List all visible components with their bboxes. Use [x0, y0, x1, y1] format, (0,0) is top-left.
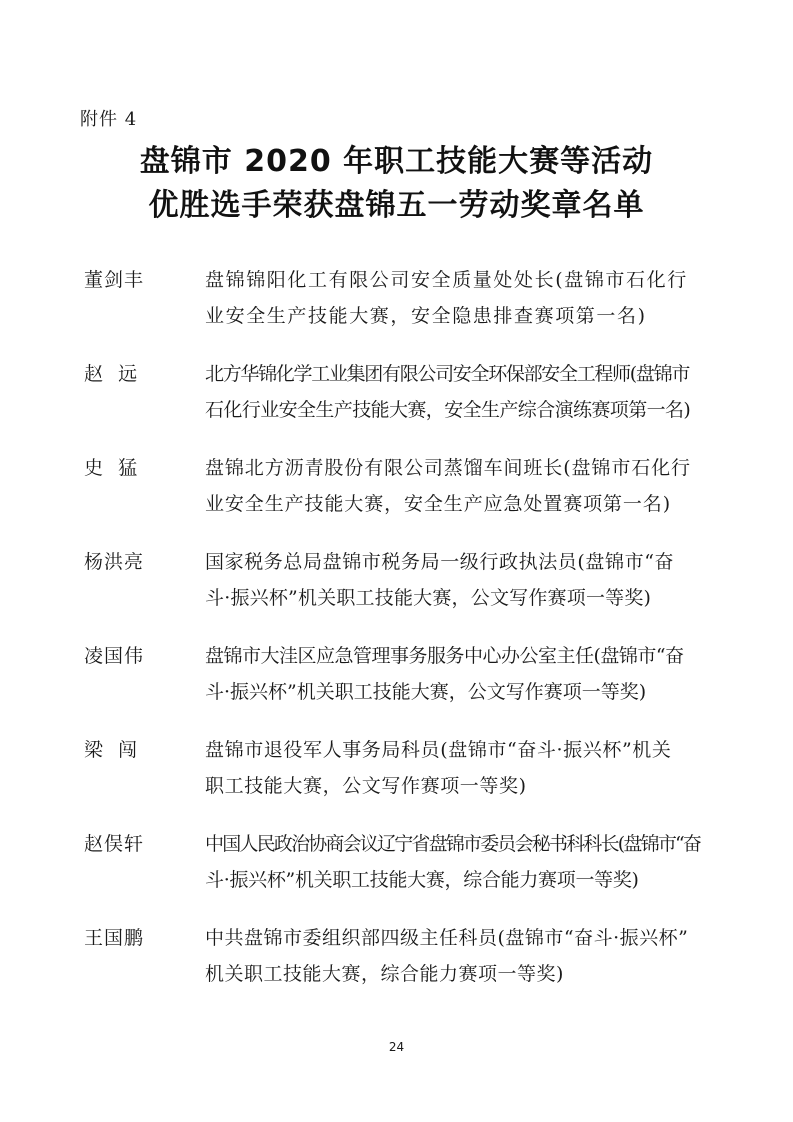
awardee-description	[205, 732, 735, 804]
award-entry	[0, 544, 793, 638]
description-line: 斗·振兴杯”机关职工技能大赛，公文写作赛项一等奖)	[205, 587, 652, 609]
award-entry	[0, 732, 793, 826]
description-line: 盘锦市退役军人事务局科员(盘锦市“奋斗·振兴杯”机关	[205, 739, 672, 761]
page-number: 24	[388, 1040, 405, 1054]
awardee-name: 赵 远	[84, 363, 139, 385]
awardee-name: 梁 闯	[84, 739, 139, 761]
document-title	[0, 140, 793, 228]
awardee-name: 赵俣轩	[84, 833, 145, 855]
awardee-description	[205, 826, 735, 898]
awardee-description	[205, 356, 735, 428]
description-line: 国家税务总局盘锦市税务局一级行政执法员(盘锦市“奋	[205, 551, 675, 573]
awardee-description	[205, 544, 735, 616]
awardee-description	[205, 450, 735, 522]
description-line: 职工技能大赛，公文写作赛项一等奖)	[205, 775, 527, 797]
awardee-name: 杨洪亮	[84, 551, 145, 573]
awardee-description	[205, 262, 735, 334]
description-line: 中共盘锦市委组织部四级主任科员(盘锦市“奋斗·振兴杯”	[205, 927, 689, 949]
award-list	[0, 262, 793, 1014]
award-entry	[0, 638, 793, 732]
description-line: 中国人民政治协商会议辽宁省盘锦市委员会秘书科科长(盘锦市“奋	[205, 833, 701, 855]
description-line: 业安全生产技能大赛，安全生产应急处置赛项第一名)	[205, 493, 672, 515]
award-entry	[0, 920, 793, 1014]
awardee-name: 史 猛	[84, 457, 139, 479]
awardee-name: 王国鹏	[84, 927, 145, 949]
attachment-label: 附件 4	[80, 109, 138, 130]
award-entry	[0, 262, 793, 356]
description-line: 斗·振兴杯”机关职工技能大赛，公文写作赛项一等奖)	[205, 681, 647, 703]
description-line: 斗·振兴杯”机关职工技能大赛，综合能力赛项一等奖)	[205, 869, 639, 891]
award-entry	[0, 356, 793, 450]
description-line: 盘锦北方沥青股份有限公司蒸馏车间班长(盘锦市石化行	[205, 457, 691, 479]
awardee-description	[205, 920, 735, 992]
awardee-name: 董剑丰	[84, 269, 145, 291]
award-entry	[0, 826, 793, 920]
description-line: 业安全生产技能大赛，安全隐患排查赛项第一名)	[205, 305, 647, 327]
description-line: 北方华锦化学工业集团有限公司安全环保部安全工程师(盘锦市	[205, 363, 690, 385]
description-line: 石化行业安全生产技能大赛，安全生产综合演练赛项第一名)	[205, 399, 691, 421]
description-line: 盘锦市大洼区应急管理事务服务中心办公室主任(盘锦市“奋	[205, 645, 684, 667]
title-line-1: 盘锦市 2020 年职工技能大赛等活动	[139, 144, 654, 179]
awardee-name: 凌国伟	[84, 645, 145, 667]
award-entry	[0, 450, 793, 544]
description-line: 盘锦锦阳化工有限公司安全质量处处长(盘锦市石化行	[205, 269, 688, 291]
description-line: 机关职工技能大赛，综合能力赛项一等奖)	[205, 963, 564, 985]
awardee-description	[205, 638, 735, 710]
title-line-2: 优胜选手荣获盘锦五一劳动奖章名单	[148, 188, 645, 223]
